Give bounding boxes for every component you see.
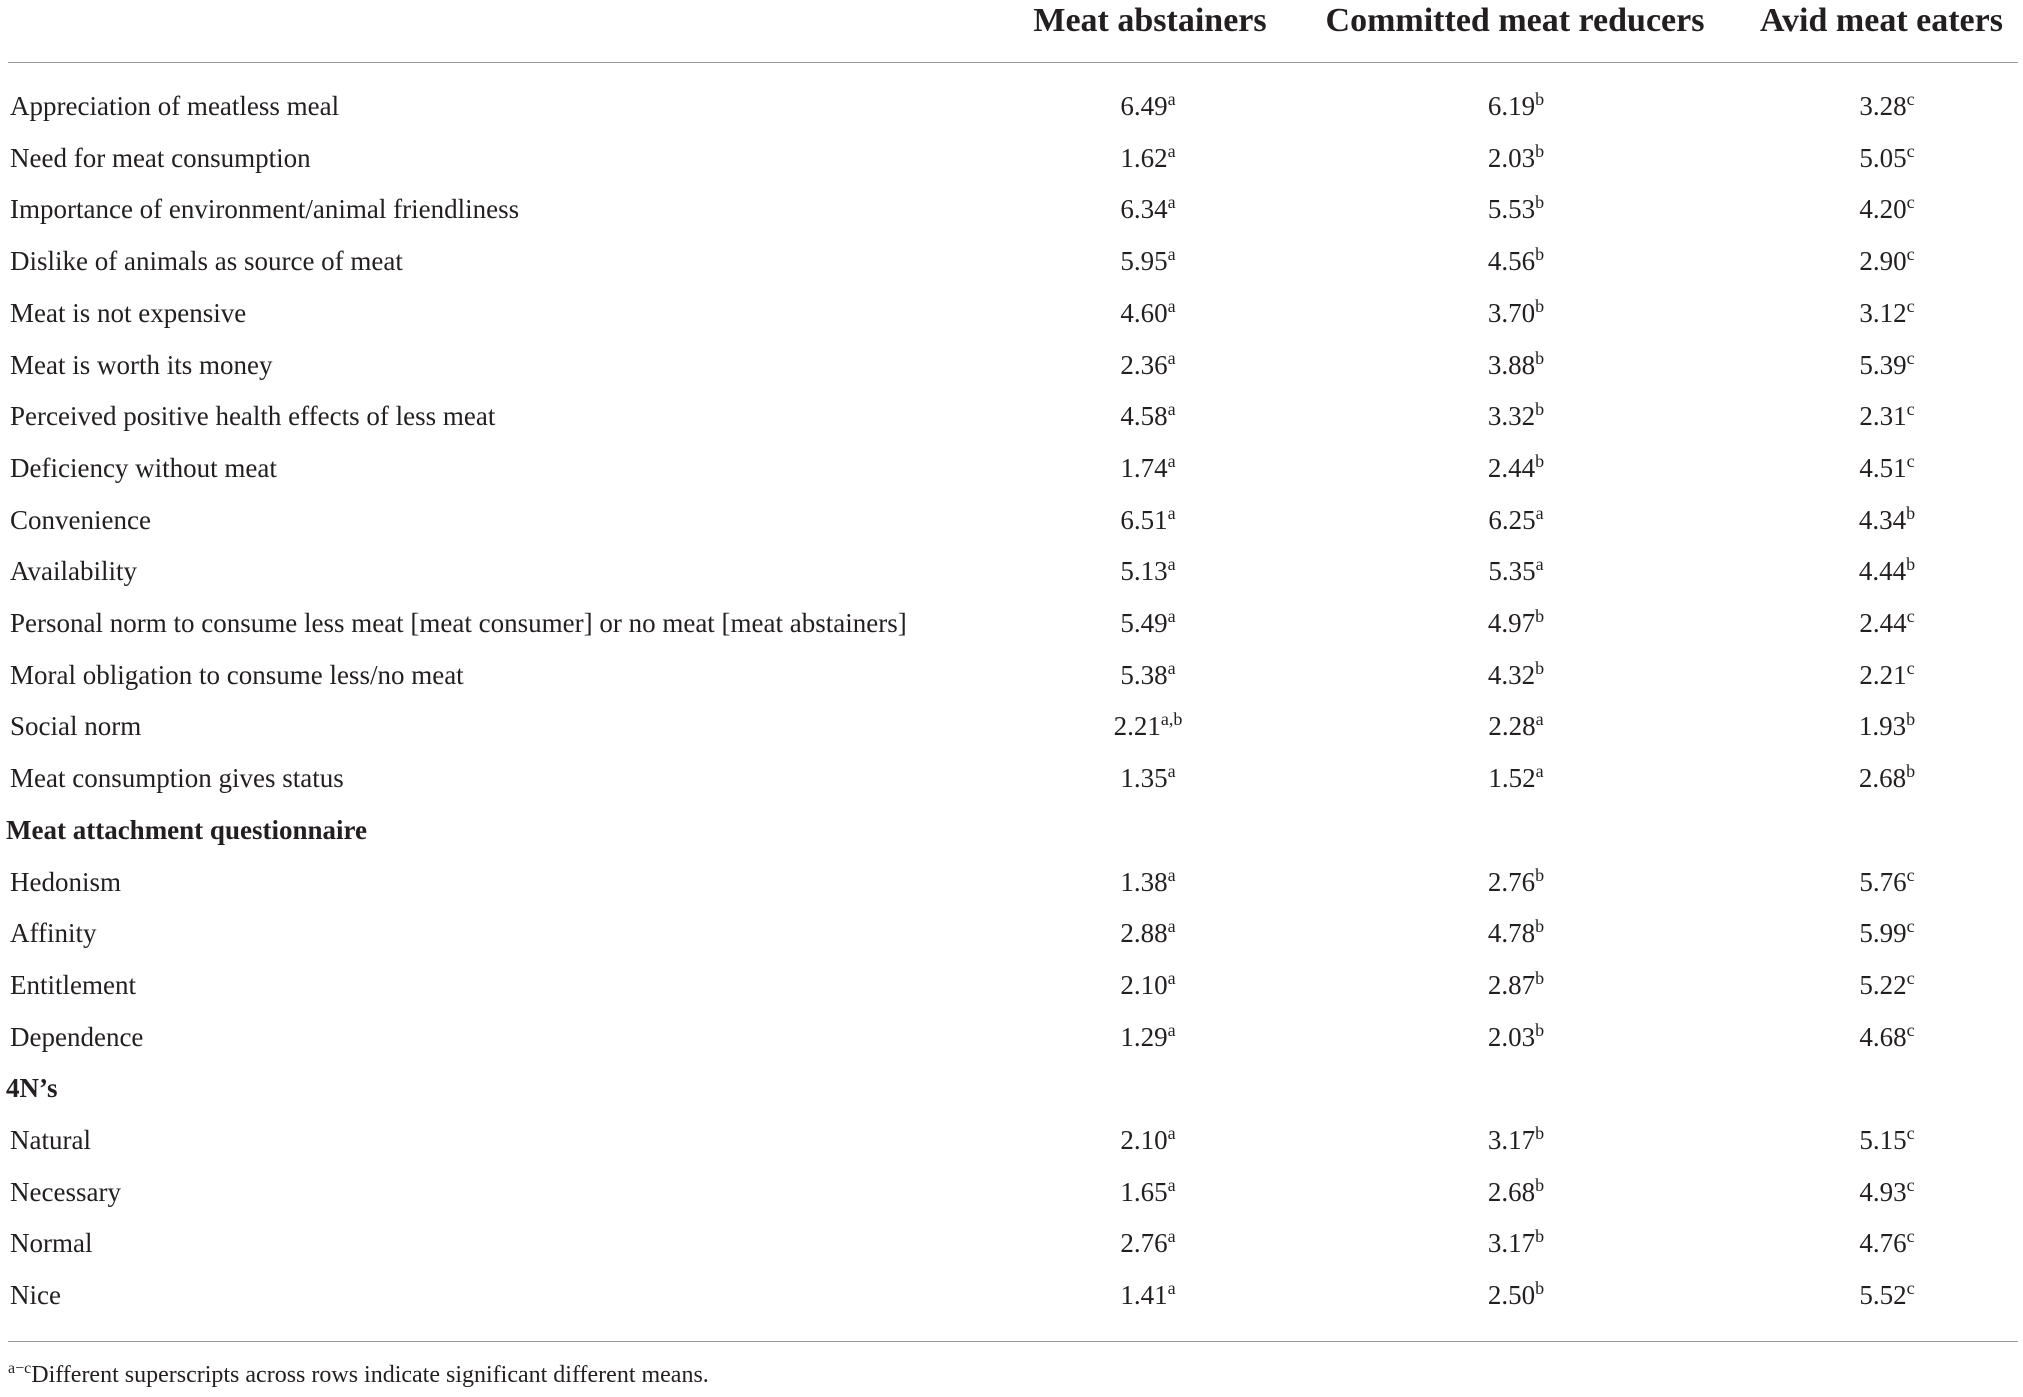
table-cell [1120, 287, 1175, 339]
footnote-marker: a−c [8, 1360, 32, 1377]
cell-value: 3.70 [1487, 297, 1536, 328]
table-cell [1488, 442, 1544, 494]
cell-value: 1.62 [1120, 142, 1168, 173]
table-cell [1120, 235, 1175, 287]
cell-superscript: a [1535, 761, 1544, 782]
cell-superscript: a [1167, 89, 1176, 109]
cell-value: 5.52 [1859, 1280, 1907, 1311]
cell-value: 5.13 [1120, 556, 1168, 587]
row-label: Meat is worth its money [10, 349, 273, 380]
cell-superscript: a [1167, 399, 1176, 420]
table-cell [1488, 1011, 1544, 1063]
table-cell [1120, 959, 1175, 1011]
cell-value: 4.44 [1858, 556, 1907, 587]
cell-superscript: b [1535, 450, 1545, 471]
table-header [0, 0, 2023, 62]
cell-value: 4.51 [1859, 452, 1907, 483]
row-label: Personal norm to consume less meat [meat consumer] or no meat [meat abstainers] [10, 608, 907, 638]
table-row [0, 649, 2023, 701]
table-cell [1488, 1166, 1544, 1218]
table-cell [1859, 339, 1914, 391]
table-cell [1859, 390, 1914, 442]
cell-value: 4.60 [1120, 297, 1168, 328]
header-rule [8, 62, 2018, 63]
table-cell [1114, 700, 1183, 752]
row-label: Necessary [10, 1176, 121, 1207]
cell-value: 6.19 [1487, 91, 1536, 121]
cell-superscript: a [1167, 192, 1176, 213]
table-cell [1488, 545, 1543, 597]
row-label: Dependence [10, 1021, 144, 1052]
cell-value: 1.65 [1120, 1176, 1168, 1207]
row-label: Deficiency without meat [10, 452, 277, 483]
cell-value: 5.35 [1488, 556, 1536, 587]
row-label: Dislike of animals as source of meat [10, 246, 403, 277]
table-row [0, 1166, 2023, 1218]
table-cell [1859, 597, 1914, 649]
cell-superscript: b [1535, 1019, 1545, 1040]
row-label: Meat is not expensive [10, 297, 247, 328]
row-label: Appreciation of meatless meal [10, 91, 340, 121]
table-row [0, 235, 2023, 287]
cell-value: 2.76 [1120, 1228, 1168, 1259]
table-cell [1488, 80, 1544, 132]
cell-value: 1.41 [1120, 1280, 1168, 1311]
cell-superscript: b [1535, 244, 1545, 265]
section-row [0, 1062, 2023, 1114]
cell-superscript: b [1535, 140, 1545, 161]
cell-superscript: c [1906, 89, 1915, 109]
cell-value: 5.39 [1859, 349, 1907, 380]
cell-superscript: b [1906, 709, 1916, 730]
cell-value: 1.52 [1488, 763, 1536, 794]
row-label: Availability [10, 556, 137, 587]
row-label: Hedonism [10, 866, 121, 897]
table-row [0, 545, 2023, 597]
table-cell [1859, 1166, 1914, 1218]
cell-value: 2.87 [1487, 969, 1536, 1000]
table-cell [1120, 545, 1175, 597]
table-cell [1859, 856, 1914, 908]
table-row [0, 339, 2023, 391]
table-cell [1488, 287, 1544, 339]
table-row [0, 856, 2023, 908]
table-cell [1859, 287, 1914, 339]
cell-value: 5.53 [1487, 194, 1536, 225]
table-row [0, 390, 2023, 442]
table-cell [1488, 752, 1543, 804]
table-cell [1120, 856, 1175, 908]
cell-superscript: a [1167, 967, 1176, 988]
table-cell [1488, 649, 1544, 701]
cell-value: 4.56 [1487, 246, 1536, 277]
cell-value: 4.68 [1859, 1021, 1907, 1052]
row-label: Importance of environment/animal friendliness [10, 194, 520, 225]
table-cell [1488, 700, 1543, 752]
cell-superscript: b [1535, 1123, 1545, 1143]
cell-value: 5.22 [1859, 969, 1907, 1000]
cell-superscript: a [1167, 502, 1176, 523]
cell-superscript: c [1906, 657, 1915, 678]
table-row [0, 287, 2023, 339]
cell-value: 2.03 [1487, 1021, 1536, 1052]
cell-superscript: b [1535, 347, 1545, 368]
cell-superscript: a [1167, 1174, 1176, 1195]
column-header-avid-meat-eaters: Avid meat eaters [1760, 2, 2003, 39]
cell-value: 5.95 [1120, 246, 1168, 277]
table-row [0, 700, 2023, 752]
table-cell [1488, 132, 1544, 184]
table-row [0, 1114, 2023, 1166]
table-cell [1859, 235, 1914, 287]
table-cell [1120, 597, 1175, 649]
cell-superscript: b [1906, 554, 1916, 575]
cell-value: 2.68 [1858, 763, 1907, 794]
cell-superscript: b [1535, 967, 1545, 988]
table-cell [1120, 183, 1175, 235]
cell-value: 2.28 [1488, 711, 1536, 742]
cell-value: 6.49 [1120, 91, 1168, 121]
table-row [0, 80, 2023, 132]
cell-superscript: a [1167, 864, 1176, 885]
table-cell [1120, 132, 1175, 184]
row-label: Nice [10, 1280, 61, 1311]
cell-value: 2.44 [1859, 608, 1907, 638]
cell-superscript: a [1167, 1226, 1176, 1247]
table-cell [1488, 1269, 1544, 1321]
table-cell [1488, 235, 1544, 287]
cell-value: 2.21 [1859, 659, 1907, 690]
table-cell [1120, 339, 1175, 391]
row-label: Natural [10, 1125, 91, 1155]
cell-value: 1.35 [1120, 763, 1168, 794]
table-cell [1488, 1114, 1544, 1166]
cell-superscript: c [1906, 399, 1915, 420]
cell-superscript: a [1167, 916, 1176, 937]
row-label: Affinity [10, 918, 97, 949]
cell-value: 4.97 [1487, 608, 1536, 638]
cell-value: 5.38 [1120, 659, 1168, 690]
cell-superscript: c [1906, 1278, 1915, 1299]
table-row [0, 183, 2023, 235]
cell-superscript: a,b [1160, 709, 1183, 730]
cell-value: 5.05 [1859, 142, 1907, 173]
cell-superscript: b [1535, 916, 1545, 937]
cell-value: 2.76 [1487, 866, 1536, 897]
table-row [0, 752, 2023, 804]
cell-superscript: a [1167, 295, 1176, 316]
cell-value: 2.68 [1487, 1176, 1536, 1207]
cell-superscript: c [1906, 347, 1915, 368]
cell-superscript: a [1167, 1123, 1176, 1143]
table-cell [1859, 545, 1915, 597]
cell-value: 3.88 [1487, 349, 1536, 380]
footnote-text: Different superscripts across rows indicate significant different means. [31, 1362, 709, 1388]
cell-value: 3.17 [1487, 1125, 1536, 1155]
cell-value: 2.44 [1487, 452, 1536, 483]
cell-value: 4.76 [1859, 1228, 1907, 1259]
cell-superscript: c [1906, 244, 1915, 265]
table-cell [1120, 1269, 1175, 1321]
table-cell [1488, 1217, 1544, 1269]
section-row [0, 804, 2023, 856]
cell-superscript: a [1535, 554, 1544, 575]
row-label: Perceived positive health effects of less meat [10, 401, 496, 432]
cell-value: 5.15 [1859, 1125, 1907, 1155]
cell-value: 4.58 [1120, 401, 1168, 432]
table-cell [1859, 1011, 1914, 1063]
cell-value: 3.28 [1859, 91, 1907, 121]
cell-superscript: b [1535, 657, 1545, 678]
table-row [0, 959, 2023, 1011]
cell-value: 2.31 [1859, 401, 1907, 432]
cell-value: 1.38 [1120, 866, 1168, 897]
table-cell [1120, 390, 1175, 442]
table-row [0, 597, 2023, 649]
row-label: Moral obligation to consume less/no meat [10, 659, 464, 690]
row-label: Social norm [10, 711, 142, 742]
table-cell [1120, 649, 1175, 701]
cell-superscript: c [1906, 1226, 1915, 1247]
table-cell [1120, 80, 1175, 132]
row-label: Normal [10, 1228, 93, 1259]
table-cell [1859, 907, 1914, 959]
cell-superscript: c [1906, 1174, 1915, 1195]
cell-value: 5.76 [1859, 866, 1907, 897]
table-cell [1488, 856, 1544, 908]
cell-superscript: c [1906, 295, 1915, 316]
table-cell [1120, 1166, 1175, 1218]
cell-value: 6.25 [1488, 504, 1536, 535]
table-cell [1120, 752, 1175, 804]
cell-superscript: b [1535, 192, 1545, 213]
table-cell [1488, 339, 1544, 391]
table-cell [1859, 1269, 1914, 1321]
cell-superscript: b [1535, 606, 1545, 626]
cell-value: 3.32 [1487, 401, 1536, 432]
cell-superscript: a [1167, 761, 1176, 782]
cell-value: 6.51 [1120, 504, 1168, 535]
cell-superscript: c [1906, 450, 1915, 471]
cell-superscript: c [1906, 916, 1915, 937]
cell-value: 4.32 [1487, 659, 1536, 690]
table-cell [1120, 442, 1175, 494]
cell-superscript: a [1167, 140, 1176, 161]
cell-value: 2.03 [1487, 142, 1536, 173]
cell-superscript: c [1906, 140, 1915, 161]
table-footnote [8, 1360, 709, 1390]
cell-value: 2.88 [1120, 918, 1168, 949]
cell-superscript: a [1535, 709, 1544, 730]
table-row [0, 907, 2023, 959]
cell-superscript: c [1906, 967, 1915, 988]
cell-value: 4.93 [1859, 1176, 1907, 1207]
row-label: Entitlement [10, 969, 136, 1000]
cell-value: 1.93 [1858, 711, 1907, 742]
cell-superscript: a [1167, 657, 1176, 678]
cell-value: 3.17 [1487, 1228, 1536, 1259]
cell-superscript: a [1167, 1019, 1176, 1040]
table-cell [1859, 752, 1915, 804]
table-cell [1120, 1217, 1175, 1269]
cell-superscript: b [1535, 1174, 1545, 1195]
cell-superscript: b [1535, 399, 1545, 420]
table-cell [1488, 494, 1543, 546]
cell-superscript: b [1535, 295, 1545, 316]
section-heading: Meat attachment questionnaire [6, 814, 367, 845]
bottom-rule [8, 1341, 2018, 1342]
cell-superscript: c [1906, 864, 1915, 885]
cell-superscript: a [1167, 1278, 1176, 1299]
table-cell [1859, 700, 1915, 752]
cell-value: 1.29 [1120, 1021, 1168, 1052]
cell-superscript: c [1906, 606, 1915, 626]
cell-value: 2.90 [1859, 246, 1907, 277]
cell-superscript: b [1535, 864, 1545, 885]
column-header-committed-meat-reducers: Committed meat reducers [1325, 2, 1705, 39]
cell-value: 4.34 [1858, 504, 1907, 535]
table-cell [1859, 442, 1914, 494]
cell-superscript: b [1535, 1278, 1545, 1299]
cell-superscript: a [1167, 450, 1176, 471]
cell-value: 5.99 [1859, 918, 1907, 949]
row-label: Meat consumption gives status [10, 763, 344, 794]
cell-value: 3.12 [1859, 297, 1907, 328]
table-row [0, 1011, 2023, 1063]
cell-superscript: a [1167, 244, 1176, 265]
cell-superscript: a [1167, 347, 1176, 368]
table-cell [1859, 1114, 1914, 1166]
table-row [0, 1217, 2023, 1269]
cell-value: 2.10 [1120, 969, 1168, 1000]
table-cell [1488, 959, 1544, 1011]
cell-value: 6.34 [1120, 194, 1168, 225]
cell-superscript: b [1906, 761, 1916, 782]
cell-value: 1.74 [1120, 452, 1168, 483]
cell-value: 2.36 [1120, 349, 1168, 380]
table-row [0, 1269, 2023, 1321]
table-cell [1859, 959, 1914, 1011]
table-cell [1488, 907, 1544, 959]
row-label: Need for meat consumption [10, 142, 311, 173]
cell-superscript: c [1906, 192, 1915, 213]
cell-superscript: a [1535, 502, 1544, 523]
cell-superscript: a [1167, 554, 1176, 575]
table-cell [1488, 390, 1544, 442]
table-cell [1859, 183, 1914, 235]
table-cell [1120, 494, 1175, 546]
column-header-meat-abstainers: Meat abstainers [1033, 2, 1267, 39]
table-cell [1120, 907, 1175, 959]
cell-superscript: c [1906, 1019, 1915, 1040]
table-cell [1488, 183, 1544, 235]
cell-superscript: c [1906, 1123, 1915, 1143]
table-cell [1859, 132, 1914, 184]
cell-value: 4.20 [1859, 194, 1907, 225]
cell-value: 2.10 [1120, 1125, 1168, 1155]
cell-value: 5.49 [1120, 608, 1168, 638]
table-cell [1120, 1114, 1175, 1166]
cell-value: 2.50 [1487, 1280, 1536, 1311]
table-cell [1859, 649, 1914, 701]
table-row [0, 494, 2023, 546]
table-row [0, 442, 2023, 494]
cell-superscript: b [1535, 1226, 1545, 1247]
cell-value: 2.21 [1113, 711, 1161, 742]
table-cell [1488, 597, 1544, 649]
table-row [0, 132, 2023, 184]
cell-superscript: b [1906, 502, 1916, 523]
cell-value: 4.78 [1487, 918, 1536, 949]
table-cell [1859, 1217, 1914, 1269]
cell-superscript: a [1167, 606, 1176, 626]
table-cell [1859, 80, 1914, 132]
table-cell [1120, 1011, 1175, 1063]
section-heading: 4N’s [6, 1073, 58, 1104]
row-label: Convenience [10, 504, 151, 535]
cell-superscript: b [1535, 89, 1545, 109]
table-cell [1859, 494, 1915, 546]
